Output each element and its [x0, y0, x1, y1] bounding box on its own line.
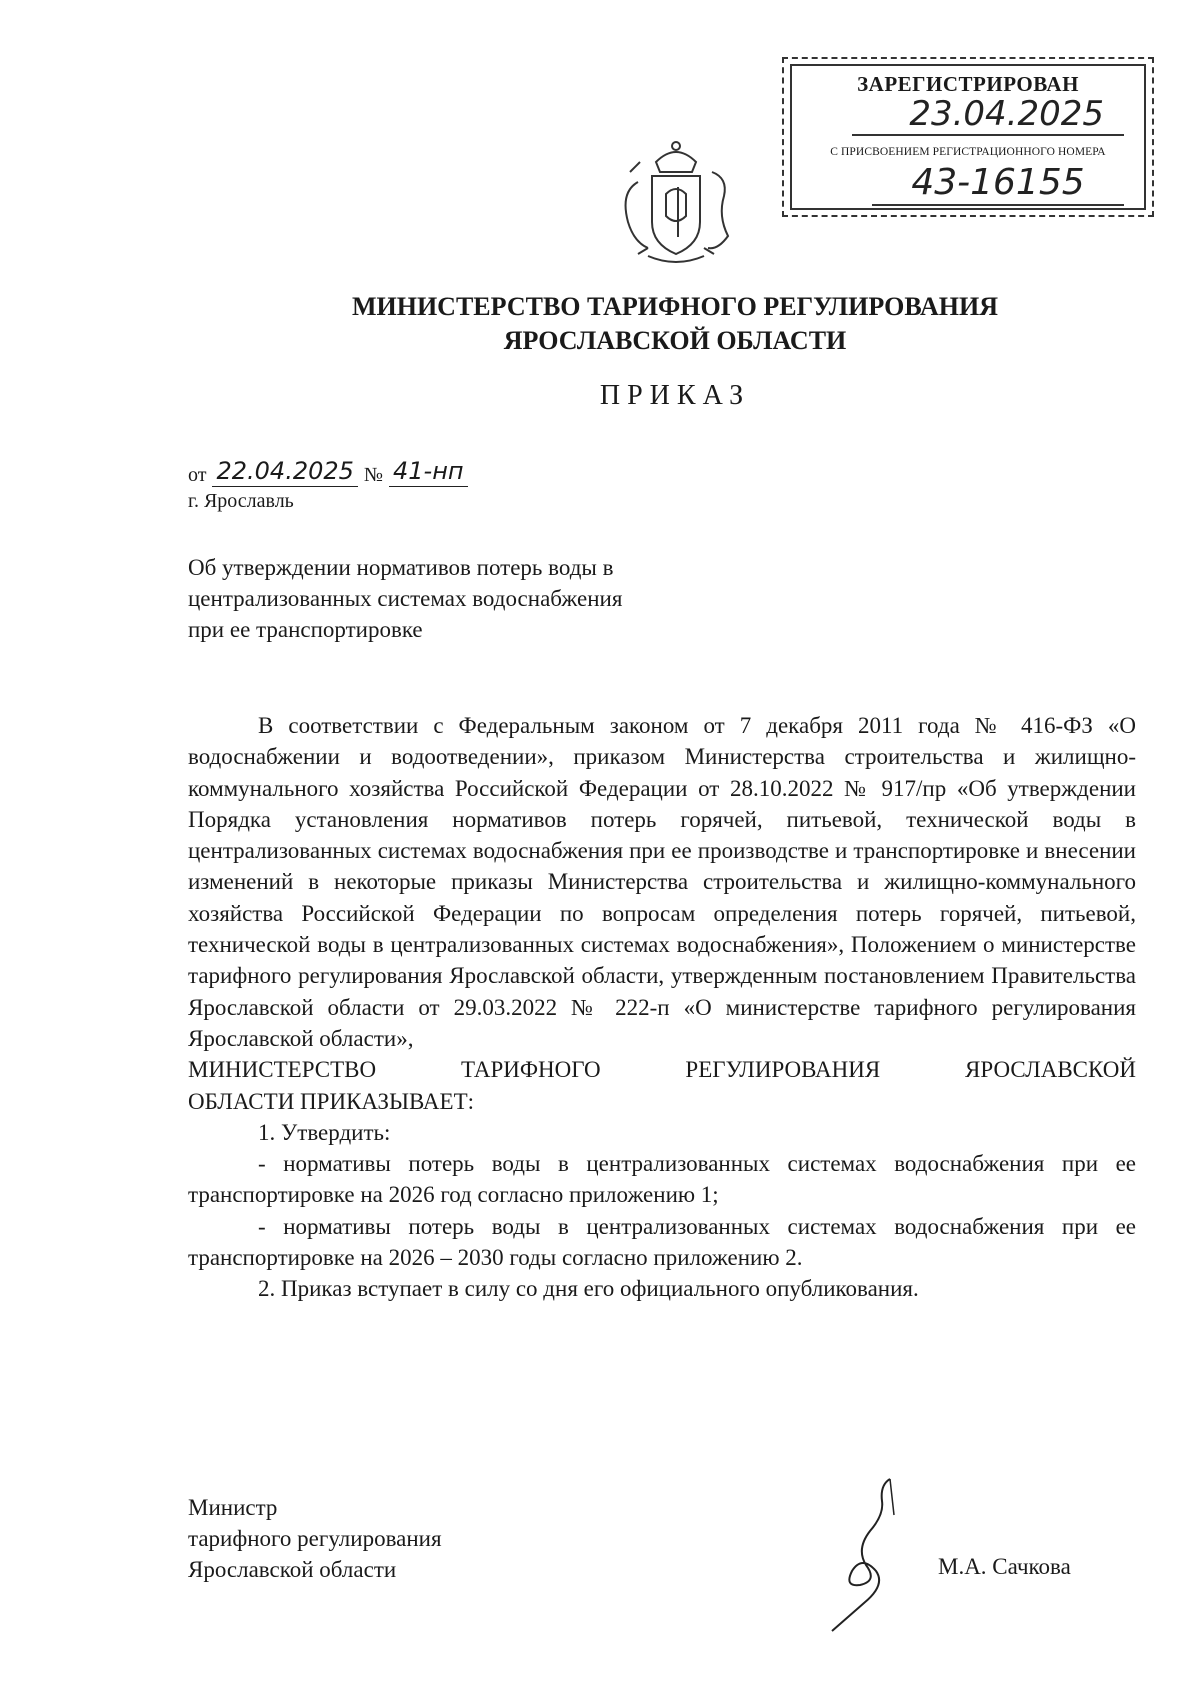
city: г. Ярославль	[188, 490, 294, 512]
order-number: 41-нп	[389, 456, 468, 487]
crown-icon	[656, 152, 696, 172]
handwritten-signature	[820, 1475, 910, 1635]
directive-line2: ОБЛАСТИ ПРИКАЗЫВАЕТ:	[188, 1088, 475, 1114]
registration-stamp	[782, 57, 1154, 217]
item-1: 1. Утвердить:	[258, 1119, 391, 1145]
position-line1: Министр	[188, 1495, 278, 1520]
coat-of-arms-icon	[608, 132, 744, 270]
order-date-number	[188, 456, 468, 487]
stamp-frame	[790, 64, 1146, 210]
item-1b: - нормативы потерь воды в централизованных системах водоснабжения при ее транспортировке на 2026 – 2030 годы согласно приложению 2.	[188, 1213, 1136, 1271]
stamp-date: 23.04.2025	[852, 94, 1124, 136]
item-2: 2. Приказ вступает в силу со дня его официального опубликования.	[258, 1276, 919, 1302]
number-label: №	[363, 464, 383, 486]
from-label: от	[188, 464, 207, 486]
preamble: В соответствии с Федеральным законом от 7 декабря 2011 года № 416-ФЗ «О водоснабжении и водоотведении», приказом Министерства строительства и жилищно-коммунального хозяйства Российской Федерации от 28.10.2022 № 917/пр «Об утверждении Порядка установления нормативов потерь горячей, питьевой, технической воды в централизованных системах водоснабжения при ее производстве и транспортировке и внесении изменений в некоторые приказы Министерства строительства и жилищно-коммунального хозяйства Российской Федерации по вопросам определения потерь горячей, питьевой, технической воды в централизованных системах водоснабжения», Положением о министерстве тарифного регулирования Ярославской области, утвержденным постановлением Правительства Ярославской области от 29.03.2022 № 222-п «О министерстве тарифного регулирования Ярославской области»,	[188, 713, 1136, 1051]
document-type: ПРИКАЗ	[599, 380, 751, 411]
item-1a: - нормативы потерь воды в централизованных системах водоснабжения при ее транспортировке на 2026 год согласно приложению 1;	[188, 1151, 1136, 1208]
bear-icon	[708, 172, 728, 248]
order-subject: Об утверждении нормативов потерь воды в централизованных системах водоснабжения при ее транспортировке	[188, 555, 623, 642]
ministry-name-line2: ЯРОСЛАВСКОЙ ОБЛАСТИ	[503, 326, 847, 355]
stamp-subtitle: С ПРИСВОЕНИЕМ РЕГИСТРАЦИОННОГО НОМЕРА	[830, 146, 1106, 158]
deer-icon	[626, 162, 648, 248]
ministry-name-line1: МИНИСТЕРСТВО ТАРИФНОГО РЕГУЛИРОВАНИЯ	[351, 292, 999, 321]
directive-line1: МИНИСТЕРСТВО ТАРИФНОГО РЕГУЛИРОВАНИЯ ЯРОСЛАВСКОЙ	[188, 1057, 1136, 1083]
position-line2: тарифного регулирования	[188, 1526, 442, 1551]
signatory-position	[188, 1492, 442, 1585]
shield-icon	[652, 176, 700, 254]
position-line3: Ярославской области	[188, 1557, 397, 1582]
order-date: 22.04.2025	[212, 456, 357, 487]
signatory-name: М.А. Сачкова	[938, 1554, 1071, 1579]
order-body	[188, 710, 1136, 1305]
stamp-title: ЗАРЕГИСТРИРОВАН	[857, 72, 1079, 96]
stamp-registration-number: 43-16155	[872, 162, 1124, 206]
ministry-name	[0, 290, 1200, 358]
